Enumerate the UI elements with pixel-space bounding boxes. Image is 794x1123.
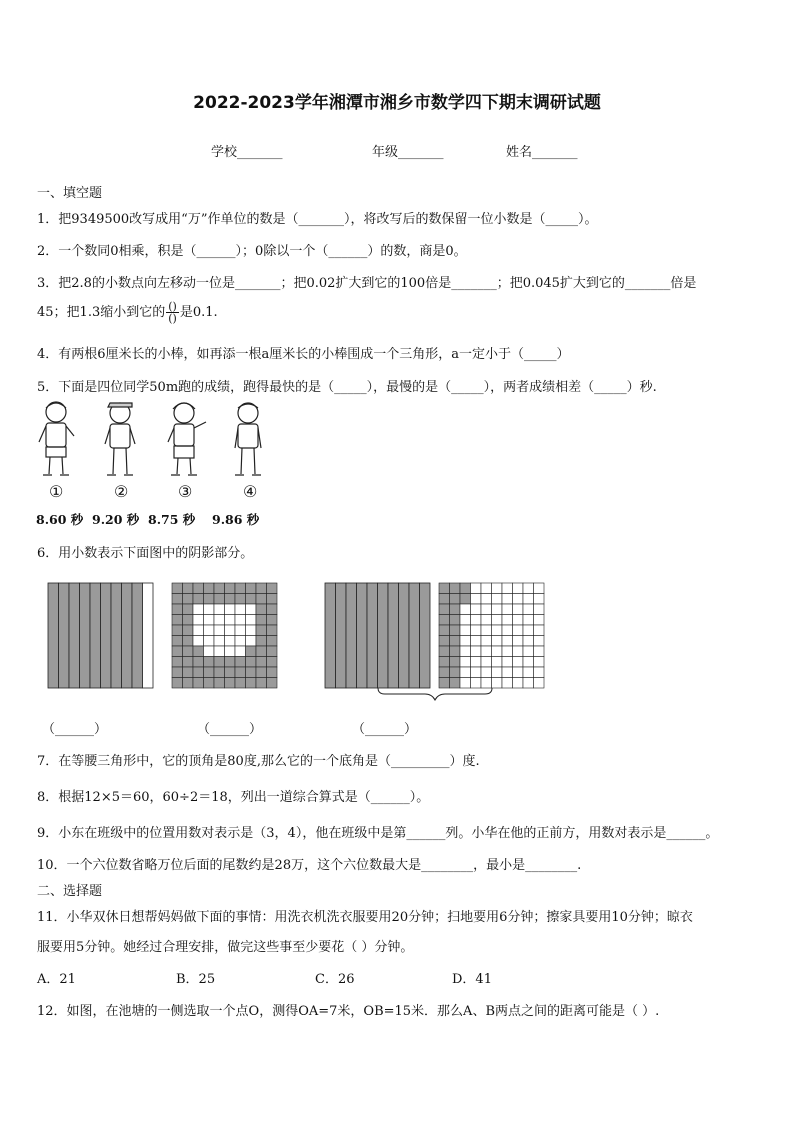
question-10: 10．一个六位数省略万位后面的尾数约是28万，这个六位数最大是________，最小是________. — [37, 858, 582, 873]
fraction-denominator: () — [168, 312, 177, 325]
school-field[interactable]: 学校_______ — [211, 145, 283, 160]
q3-text-post: 是0.1. — [179, 305, 218, 320]
fraction-blank — [166, 301, 179, 324]
question-5: 5．下面是四位同学50m跑的成绩，跑得最快的是（_____），最慢的是（_____），两者成绩相差（_____）秒. — [37, 380, 657, 395]
question-7: 7．在等腰三角形中，它的顶角是80度,那么它的一个底角是（_________）度. — [37, 754, 480, 769]
question-12: 12．如图，在池塘的一侧选取一个点O，测得OA=7米，OB=15米．那么A、B两点之间的距离可能是（ ）. — [37, 1004, 660, 1019]
runner-label-3: ③ — [178, 482, 193, 501]
runner-2-figure — [105, 403, 135, 475]
question-9: 9．小东在班级中的位置用数对表示是（3，4），他在班级中是第______列。小华在他的正前方，用数对表示是______。 — [37, 826, 719, 841]
question-1: 1．把9349500改写成用“万”作单位的数是（_______），将改写后的数保留一位小数是（_____）。 — [37, 212, 598, 227]
question-11-line-2: 服要用5分钟。她经过合理安排，做完这些事至少要花（ ）分钟。 — [37, 940, 414, 955]
grid-figure-4 — [439, 583, 544, 688]
runner-time-1: 8.60 秒 — [36, 512, 84, 527]
question-11-line-1: 11．小华双休日想帮妈妈做下面的事情：用洗衣机洗衣服要用20分钟；扫地要用6分钟；擦家具要用10分钟；晾衣 — [37, 910, 693, 925]
option-b[interactable]: B．25 — [176, 972, 216, 987]
question-6: 6．用小数表示下面图中的阴影部分。 — [37, 546, 254, 561]
question-3-line-2 — [37, 301, 218, 324]
section-choice: 二、选择题 — [37, 884, 103, 899]
option-c[interactable]: C．26 — [315, 972, 355, 987]
runner-label-4: ④ — [243, 482, 258, 501]
section-fill-blank: 一、填空题 — [37, 186, 103, 201]
grid-figure-1 — [48, 583, 153, 688]
question-2: 2．一个数同0相乘，积是（______）；0除以一个（______）的数，商是0。 — [37, 244, 467, 259]
answer-blank-1[interactable]: （______） — [42, 722, 108, 737]
grid-figure-3 — [325, 583, 430, 688]
answer-blank-3[interactable]: （______） — [352, 722, 418, 737]
decimal-grid-figures — [45, 580, 550, 705]
runner-4-figure — [235, 403, 261, 475]
option-d[interactable]: D．41 — [452, 972, 492, 987]
question-8: 8．根据12×5＝60，60÷2＝18，列出一道综合算式是（______）。 — [37, 790, 430, 805]
name-field[interactable]: 姓名_______ — [506, 145, 578, 160]
option-a[interactable]: A．21 — [37, 972, 76, 987]
runner-3-figure — [168, 403, 206, 475]
question-4: 4．有两根6厘米长的小棒，如再添一根a厘米长的小棒围成一个三角形，a一定小于（_____） — [37, 347, 570, 362]
runner-time-2: 9.20 秒 — [92, 512, 140, 527]
runner-time-4: 9.86 秒 — [212, 512, 260, 527]
runner-1-figure — [39, 402, 74, 475]
runner-label-1: ① — [49, 482, 64, 501]
runner-label-2: ② — [114, 482, 129, 501]
runner-time-3: 8.75 秒 — [148, 512, 196, 527]
brace — [378, 688, 492, 700]
q3-text-pre: 45；把1.3缩小到它的 — [37, 305, 166, 320]
grade-field[interactable]: 年级_______ — [372, 145, 444, 160]
question-3-line-1: 3．把2.8的小数点向左移动一位是_______；把0.02扩大到它的100倍是_______；把0.045扩大到它的_______倍是 — [37, 276, 697, 291]
page-title: 2022-2023学年湘潭市湘乡市数学四下期末调研试题 — [193, 93, 601, 113]
fraction-numerator: () — [168, 300, 177, 313]
grid-figure-2 — [172, 583, 277, 688]
answer-blank-2[interactable]: （______） — [197, 722, 263, 737]
runner-illustrations — [34, 398, 264, 480]
